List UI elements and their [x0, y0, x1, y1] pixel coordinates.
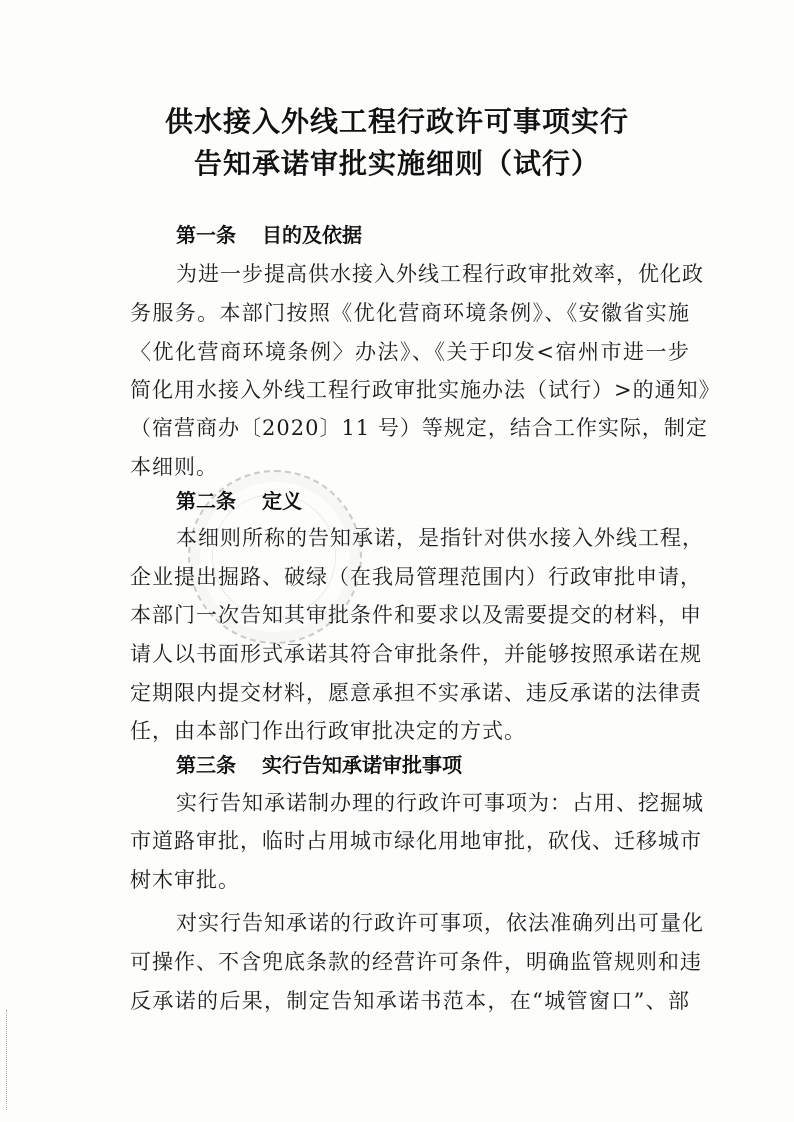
paragraph-line: 简化用水接入外线工程行政审批实施办法（试行）>的通知》: [130, 378, 721, 402]
article-1-number: 第一条: [176, 223, 236, 247]
article-1-title: 目的及依据: [262, 223, 362, 247]
paragraph-line: 可操作、不含兜底条款的经营许可条件，明确监管规则和违: [130, 950, 702, 974]
article-3-number: 第三条: [176, 753, 236, 777]
article-1-heading: [176, 220, 362, 250]
paragraph-line: 树木审批。: [130, 868, 240, 892]
paragraph-line: 对实行告知承诺的行政许可事项，依法准确列出可量化: [176, 911, 704, 935]
paragraph-line: 企业提出掘路、破绿（在我局管理范围内）行政审批申请，: [130, 565, 702, 589]
paragraph-line: 本部门一次告知其审批条件和要求以及需要提交的材料，申: [130, 603, 702, 627]
article-3-title: 实行告知承诺审批事项: [262, 753, 462, 777]
paragraph-line: （宿营商办〔2020〕11 号）等规定，结合工作实际，制定: [130, 416, 708, 440]
paragraph-line: 市道路审批，临时占用城市绿化用地审批，砍伐、迁移城市: [130, 829, 702, 853]
article-2-title: 定义: [262, 489, 302, 513]
article-2-heading: [176, 486, 302, 516]
paragraph-line: 请人以书面形式承诺其符合审批条件，并能够按照承诺在规: [130, 642, 702, 666]
paragraph-line: 为进一步提高供水接入外线工程行政审批效率，优化政: [176, 262, 704, 286]
paragraph-line: 反承诺的后果，制定告知承诺书范本，在“城管窗口”、部: [130, 989, 690, 1013]
article-2-number: 第二条: [176, 489, 236, 513]
paragraph-line: 务服务。本部门按照《优化营商环境条例》、《安徽省实施: [130, 301, 690, 325]
paragraph-line: 本细则所称的告知承诺，是指针对供水接入外线工程，: [176, 526, 704, 550]
scan-edge-marks: [6, 1010, 9, 1110]
paragraph-line: 实行告知承诺制办理的行政许可事项为：占用、挖掘城: [176, 791, 704, 815]
paragraph-line: 〈优化营商环境条例〉办法》、《关于印发<宿州市进一步: [130, 340, 690, 364]
paragraph-line: 任，由本部门作出行政审批决定的方式。: [130, 719, 526, 743]
paragraph-line: 定期限内提交材料，愿意承担不实承诺、违反承诺的法律责: [130, 681, 702, 705]
document-title-line-2: 告知承诺审批实施细则（试行）: [193, 147, 600, 180]
document-title-line-1: 供水接入外线工程行政许可事项实行: [164, 105, 629, 138]
article-3-heading: [176, 750, 462, 780]
paragraph-line: 本细则。: [130, 455, 218, 479]
